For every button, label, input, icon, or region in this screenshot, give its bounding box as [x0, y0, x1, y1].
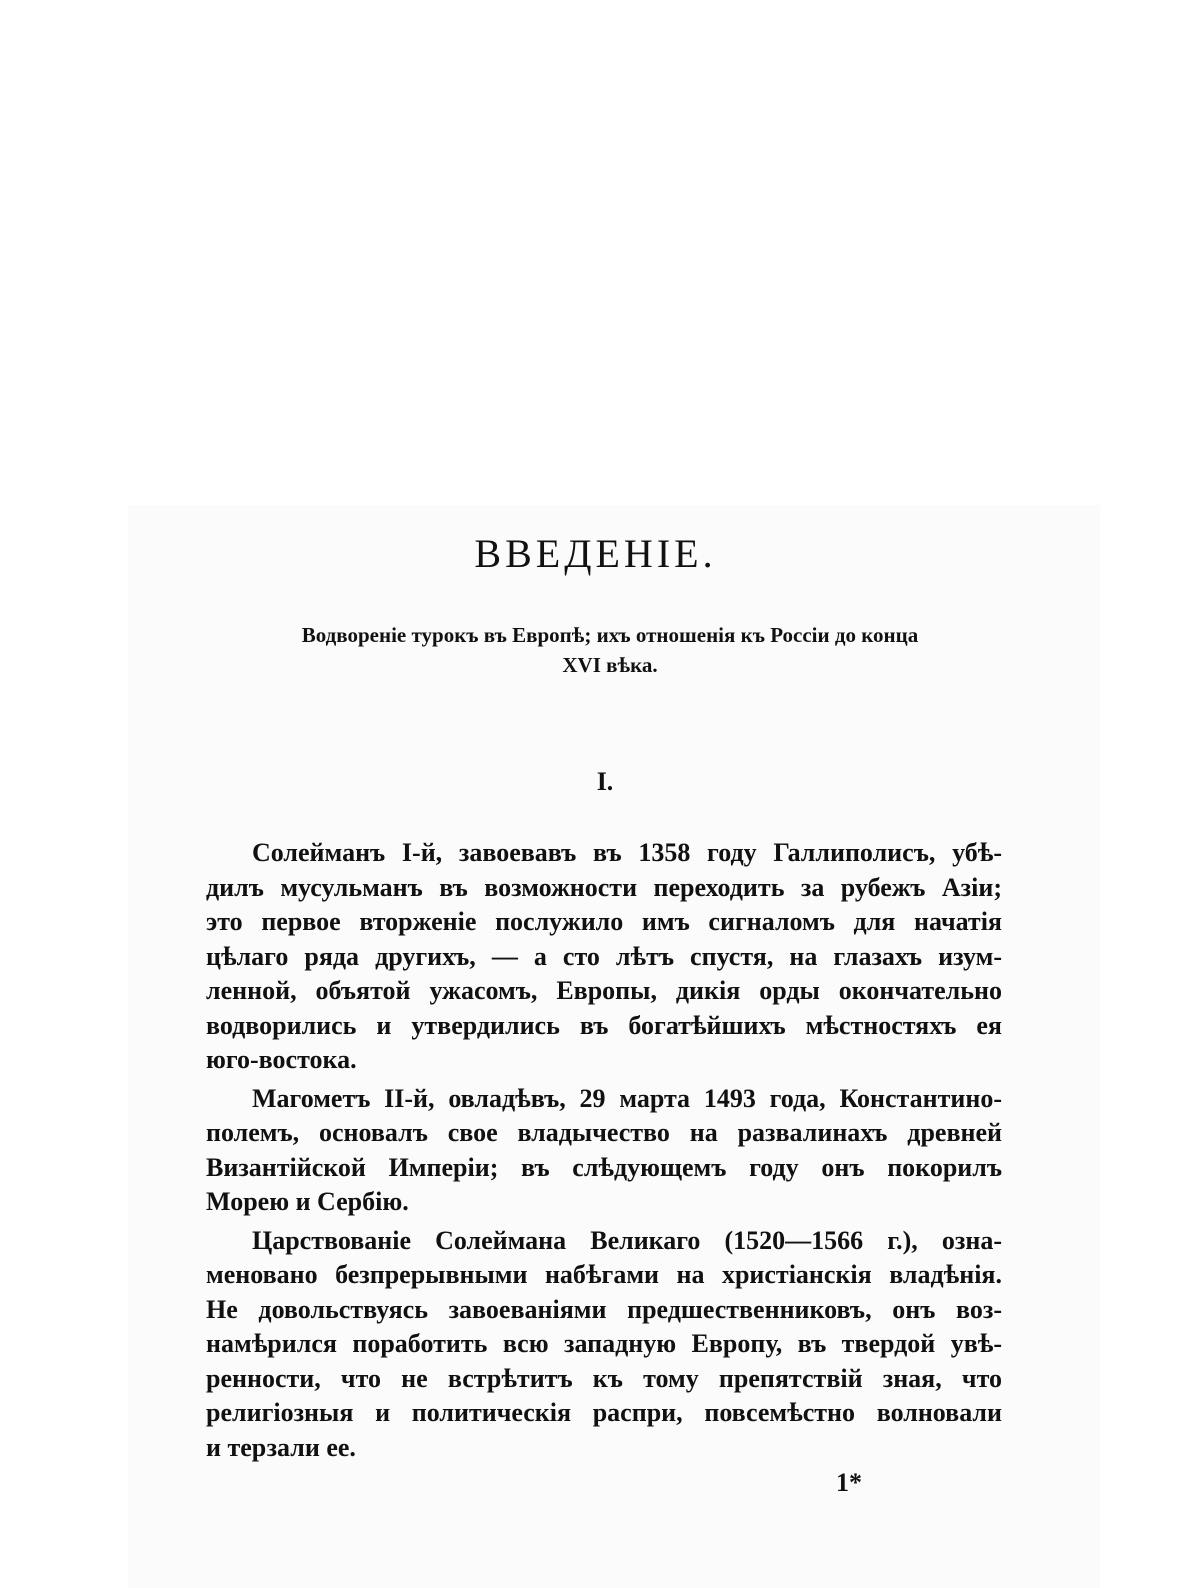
text-line: это первое вторженіе послужило имъ сигналомъ для начатія: [206, 907, 1002, 936]
page-number: 1*: [836, 1468, 862, 1497]
subtitle-line: Водвореніе турокъ въ Европѣ; ихъ отношенія къ Россіи до конца: [301, 623, 919, 647]
text-line: намѣрился поработить всю западную Европу, въ твердой увѣ-: [206, 1329, 1002, 1358]
text-line: ленной, объятой ужасомъ, Европы, дикія орды окончательно: [206, 976, 1002, 1005]
text-line: цѣлаго ряда другихъ, — а сто лѣтъ спустя, на глазахъ изум-: [206, 941, 1002, 971]
text-line: Царствованіе Солеймана Великаго (1520—1566 г.), озна-: [252, 1225, 1002, 1255]
text-line: Солейманъ I-й, завоевавъ въ 1358 году Галлиполисъ, убѣ-: [252, 838, 1002, 867]
text-line: Магометъ II-й, овладѣвъ, 29 марта 1493 года, Константино-: [252, 1083, 1002, 1113]
body-text: [206, 836, 1002, 1469]
text-line: меновано безпрерывными набѣгами на христіанскія владѣнія.: [206, 1260, 1002, 1289]
text-line: Не довольствуясь завоеваніями предшественниковъ, онъ воз-: [206, 1294, 1002, 1324]
text-line: юго-востока.: [206, 1045, 357, 1074]
text-line: дилъ мусульманъ въ возможности переходить за рубежъ Азіи;: [206, 872, 1002, 902]
text-line: Морею и Сербію.: [206, 1187, 409, 1216]
text-line: религіозныя и политическія распри, повсемѣстно волновали: [206, 1398, 1002, 1427]
paragraph: [206, 1082, 1002, 1220]
text-line: Византійской Имперіи; въ слѣдующемъ году онъ покорилъ: [206, 1152, 1002, 1182]
subtitle-line: XVI вѣка.: [562, 653, 658, 677]
paragraph: [206, 836, 1002, 1078]
text-line: водворились и утвердились въ богатѣйшихъ мѣстностяхъ ея: [206, 1010, 1002, 1040]
section-number: I.: [596, 767, 614, 796]
chapter-subtitle: [245, 620, 975, 680]
text-line: ренности, что не встрѣтитъ къ тому препятствій зная, что: [206, 1363, 1002, 1393]
paragraph: [206, 1224, 1002, 1466]
text-line: полемъ, основалъ свое владычество на развалинахъ древней: [206, 1118, 1002, 1147]
chapter-title: ВВЕДЕНІЕ.: [474, 531, 717, 576]
text-line: и терзали ее.: [206, 1432, 356, 1462]
